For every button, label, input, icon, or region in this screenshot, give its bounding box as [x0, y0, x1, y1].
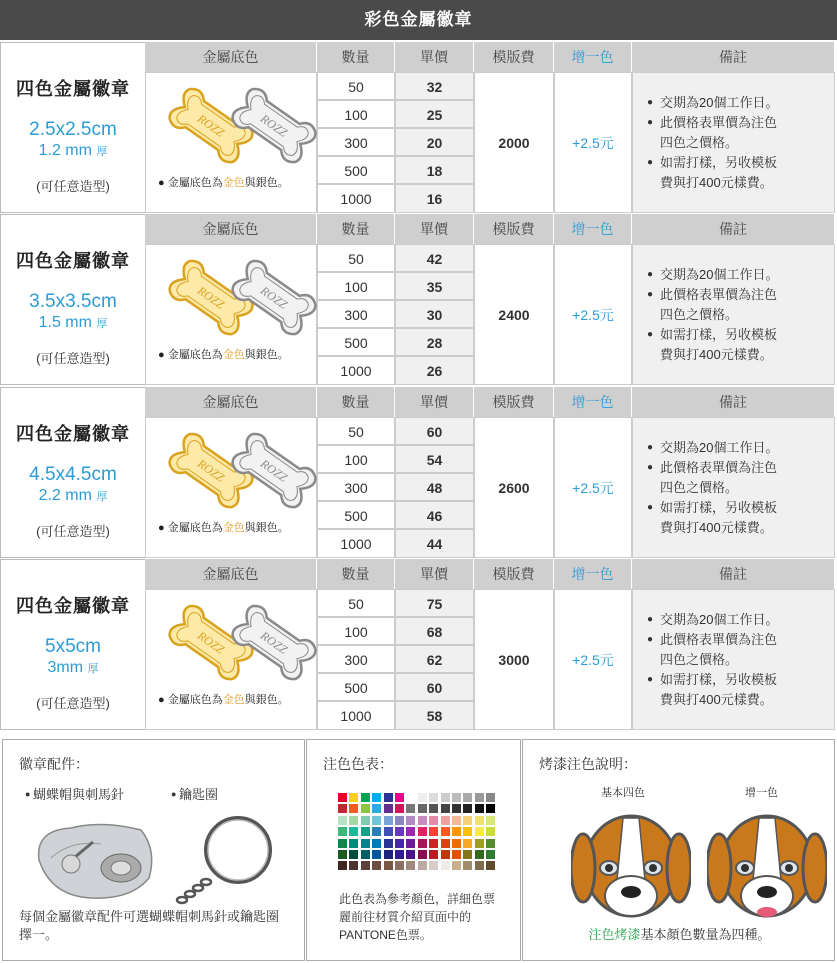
color-swatch [383, 860, 394, 871]
caption-bullet: ● [158, 177, 165, 189]
product-shape-note: (可任意造型) [36, 179, 110, 194]
metal-header: 金屬底色 [145, 387, 317, 417]
add-color-cell: +2.5元 [554, 244, 632, 385]
price-cell: 28 [395, 328, 474, 356]
color-swatch [405, 860, 416, 871]
color-swatch [474, 815, 485, 826]
setup-header: 模版費 [474, 559, 554, 589]
qty-header: 數量 [317, 214, 395, 244]
product-info [0, 559, 145, 730]
caption-mid: 與 [244, 522, 256, 534]
qty-cell: 500 [317, 673, 395, 701]
accessories-title: 徽章配件： [19, 756, 89, 772]
color-swatch [394, 815, 405, 826]
color-swatch [348, 792, 359, 803]
color-swatch [428, 815, 439, 826]
svg-text:ROZZ: ROZZ [257, 456, 291, 485]
color-swatch [394, 792, 405, 803]
thickness-unit: 厚 [87, 663, 99, 675]
price-header: 單價 [395, 42, 474, 72]
color-swatch [360, 815, 371, 826]
color-swatch [405, 792, 416, 803]
thickness-unit: 厚 [96, 318, 108, 330]
price-cell: 18 [395, 156, 474, 184]
color-swatch [394, 860, 405, 871]
color-swatch [474, 792, 485, 803]
note-item: ● 交期為20個工作日。 [647, 438, 834, 458]
product-name: 四色金屬徽章 [16, 79, 130, 99]
color-swatch [337, 860, 348, 871]
color-swatch [451, 815, 462, 826]
page-title: 彩色金屬徽章 [0, 0, 837, 40]
color-swatch [428, 860, 439, 871]
note-item: ● 交期為20個工作日。 [647, 93, 834, 113]
product-thickness [1, 142, 145, 160]
color-swatch [474, 803, 485, 814]
product-name: 四色金屬徽章 [16, 424, 130, 444]
setup-header: 模版費 [474, 214, 554, 244]
color-swatch [405, 838, 416, 849]
price-cell: 62 [395, 645, 474, 673]
caption-mid: 與 [244, 349, 256, 361]
caption-suffix: 。 [277, 349, 289, 361]
color-swatch [337, 838, 348, 849]
color-swatch [337, 826, 348, 837]
enamel-panel [522, 739, 835, 961]
qty-cell: 1000 [317, 529, 395, 558]
note-cell [632, 417, 835, 558]
color-swatch [360, 803, 371, 814]
product-size: 2.5x2.5cm [29, 119, 117, 140]
badge-sample-icon [148, 594, 318, 704]
add-color-cell: +2.5元 [554, 417, 632, 558]
plus-one-label: 增一色 [745, 787, 778, 799]
product-block [0, 387, 837, 558]
qty-cell: 100 [317, 100, 395, 128]
qty-cell: 500 [317, 328, 395, 356]
color-swatch [360, 849, 371, 860]
color-swatch [440, 792, 451, 803]
product-block [0, 214, 837, 385]
caption-mid: 與 [244, 177, 256, 189]
accessory-keyring: ● 鑰匙圈 [171, 784, 218, 803]
color-swatch [383, 849, 394, 860]
color-swatch [462, 838, 473, 849]
color-swatch [451, 792, 462, 803]
setup-fee-cell: 3000 [474, 589, 554, 730]
note-list [647, 610, 834, 710]
color-chart-panel [306, 739, 521, 961]
note-item: ● 如需打樣，另收模板費與打400元樣費。 [647, 325, 777, 365]
accessories-desc: 每個金屬徽章配件可選蝴蝶帽刺馬針或鑰匙圈擇一。 [19, 909, 280, 942]
metal-color-cell [145, 589, 317, 730]
product-size: 3.5x3.5cm [29, 291, 117, 312]
color-swatch [451, 849, 462, 860]
price-cell: 42 [395, 244, 474, 272]
color-swatch [383, 792, 394, 803]
color-swatch [485, 849, 496, 860]
note-header: 備註 [632, 214, 835, 244]
price-cell: 60 [395, 417, 474, 445]
color-swatch [394, 803, 405, 814]
price-cell: 32 [395, 72, 474, 100]
svg-text:ROZZ: ROZZ [257, 283, 291, 312]
caption-suffix: 。 [277, 522, 289, 534]
thickness-unit: 厚 [96, 491, 108, 503]
price-cell: 58 [395, 701, 474, 730]
price-cell: 20 [395, 128, 474, 156]
color-swatch [371, 849, 382, 860]
thickness-value: 2.2 mm [38, 487, 92, 504]
note-item: ● 如需打樣，另收模板費與打400元樣費。 [647, 498, 777, 538]
caption-silver: 銀色 [255, 522, 278, 534]
price-cell: 25 [395, 100, 474, 128]
color-swatch [485, 803, 496, 814]
note-item: ● 交期為20個工作日。 [647, 265, 834, 285]
color-swatch [360, 792, 371, 803]
color-swatch [485, 826, 496, 837]
caption-suffix: 。 [277, 694, 289, 706]
thickness-unit: 厚 [96, 146, 108, 158]
product-thickness [1, 314, 145, 332]
color-swatch [440, 815, 451, 826]
caption-mid: 與 [244, 694, 256, 706]
color-swatch [485, 815, 496, 826]
color-swatch [474, 849, 485, 860]
color-swatch [394, 838, 405, 849]
caption-gold: 金色 [222, 694, 245, 706]
color-swatch [348, 838, 359, 849]
accessories-panel [2, 739, 305, 961]
metal-header: 金屬底色 [145, 214, 317, 244]
color-swatch [440, 849, 451, 860]
qty-cell: 1000 [317, 184, 395, 213]
caption-prefix: 金屬底色為 [167, 522, 223, 534]
accessory-pin: ● 蝴蝶帽與刺馬針 [25, 784, 124, 803]
color-swatch [451, 826, 462, 837]
color-swatch [462, 849, 473, 860]
basic-four-label: 基本四色 [601, 787, 645, 799]
color-swatch [417, 792, 428, 803]
color-swatch [405, 849, 416, 860]
thickness-value: 3mm [47, 659, 84, 676]
product-size: 4.5x4.5cm [29, 464, 117, 485]
product-info [0, 42, 145, 213]
price-header: 單價 [395, 559, 474, 589]
price-cell: 68 [395, 617, 474, 645]
caption-gold: 金色 [222, 349, 245, 361]
product-shape-note: (可任意造型) [36, 696, 110, 711]
note-header: 備註 [632, 559, 835, 589]
svg-text:ROZZ: ROZZ [194, 111, 228, 140]
price-cell: 54 [395, 445, 474, 473]
note-cell [632, 72, 835, 213]
color-swatch [337, 815, 348, 826]
caption-prefix: 金屬底色為 [167, 349, 223, 361]
price-cell: 75 [395, 589, 474, 617]
metal-caption [158, 174, 289, 190]
color-swatch [360, 860, 371, 871]
note-list [647, 93, 834, 193]
note-cell [632, 244, 835, 385]
color-swatch [394, 826, 405, 837]
color-swatch [428, 792, 439, 803]
color-swatch [383, 826, 394, 837]
badge-sample-icon [148, 422, 318, 532]
price-cell: 26 [395, 356, 474, 385]
qty-header: 數量 [317, 559, 395, 589]
color-swatch [394, 849, 405, 860]
product-thickness [1, 659, 145, 677]
color-chart-desc: 此色表為參考顏色，詳細色票麗前往材質介紹頁面中的 PANTONE色票。 [339, 892, 496, 942]
setup-header: 模版費 [474, 387, 554, 417]
qty-header: 數量 [317, 42, 395, 72]
product-shape-note: (可任意造型) [36, 351, 110, 366]
price-cell: 60 [395, 673, 474, 701]
metal-header: 金屬底色 [145, 559, 317, 589]
add-color-header: 增一色 [554, 214, 632, 244]
product-block [0, 559, 837, 730]
note-header: 備註 [632, 387, 835, 417]
enamel-title: 烤漆注色說明： [539, 756, 637, 772]
color-swatch [405, 826, 416, 837]
note-item: ● 此價格表單價為注色四色之價格。 [647, 630, 777, 670]
price-header: 單價 [395, 387, 474, 417]
color-swatch [485, 838, 496, 849]
qty-cell: 500 [317, 156, 395, 184]
svg-text:ROZZ: ROZZ [257, 111, 291, 140]
note-item: ● 如需打樣，另收模板費與打400元樣費。 [647, 153, 777, 193]
caption-bullet: ● [158, 522, 165, 534]
metal-caption [158, 691, 289, 707]
color-swatch [417, 838, 428, 849]
note-item: ● 此價格表單價為注色四色之價格。 [647, 113, 777, 153]
enamel-desc-rest: 基本顏色數量為四種。 [640, 927, 771, 942]
note-list [647, 265, 834, 365]
color-swatch [360, 838, 371, 849]
note-cell [632, 589, 835, 730]
color-swatch [371, 860, 382, 871]
color-swatch [383, 803, 394, 814]
caption-prefix: 金屬底色為 [167, 694, 223, 706]
color-swatch [462, 815, 473, 826]
color-swatch [440, 803, 451, 814]
color-swatch [417, 803, 428, 814]
enamel-desc-accent: 注色烤漆 [588, 927, 641, 942]
color-swatch [462, 792, 473, 803]
caption-silver: 銀色 [255, 177, 278, 189]
color-swatch [348, 860, 359, 871]
add-color-cell: +2.5元 [554, 589, 632, 730]
metal-color-cell [145, 244, 317, 385]
caption-gold: 金色 [222, 522, 245, 534]
metal-color-cell [145, 417, 317, 558]
color-swatch [428, 803, 439, 814]
keyring-icon [168, 810, 288, 910]
metal-caption [158, 519, 289, 535]
note-item: ● 如需打樣，另收模板費與打400元樣費。 [647, 670, 777, 710]
dog-basic-icon [571, 808, 691, 923]
note-item: ● 此價格表單價為注色四色之價格。 [647, 458, 777, 498]
color-swatch [428, 849, 439, 860]
caption-silver: 銀色 [255, 349, 278, 361]
color-swatch [371, 792, 382, 803]
add-color-header: 增一色 [554, 559, 632, 589]
color-swatch [371, 815, 382, 826]
color-swatch-grid [337, 792, 497, 872]
color-swatch [360, 826, 371, 837]
color-swatch [337, 792, 348, 803]
qty-cell: 500 [317, 501, 395, 529]
enamel-desc [523, 924, 836, 943]
note-item: ● 此價格表單價為注色四色之價格。 [647, 285, 777, 325]
price-cell: 48 [395, 473, 474, 501]
qty-cell: 50 [317, 589, 395, 617]
qty-cell: 1000 [317, 701, 395, 730]
color-swatch [405, 803, 416, 814]
qty-cell: 50 [317, 244, 395, 272]
qty-cell: 300 [317, 645, 395, 673]
color-swatch [383, 815, 394, 826]
qty-cell: 300 [317, 300, 395, 328]
color-swatch [440, 826, 451, 837]
price-cell: 16 [395, 184, 474, 213]
qty-cell: 50 [317, 417, 395, 445]
price-cell: 44 [395, 529, 474, 558]
metal-color-cell [145, 72, 317, 213]
qty-cell: 100 [317, 617, 395, 645]
color-swatch [383, 838, 394, 849]
product-name: 四色金屬徽章 [16, 596, 130, 616]
add-color-cell: +2.5元 [554, 72, 632, 213]
color-swatch [417, 815, 428, 826]
qty-cell: 50 [317, 72, 395, 100]
caption-silver: 銀色 [255, 694, 278, 706]
product-size: 5x5cm [45, 636, 101, 657]
color-swatch [462, 826, 473, 837]
badge-sample-icon [148, 77, 318, 187]
caption-gold: 金色 [222, 177, 245, 189]
color-swatch [348, 826, 359, 837]
color-swatch [348, 849, 359, 860]
color-swatch [474, 838, 485, 849]
caption-bullet: ● [158, 349, 165, 361]
color-swatch [337, 849, 348, 860]
color-swatch [348, 815, 359, 826]
caption-suffix: 。 [277, 177, 289, 189]
color-swatch [440, 838, 451, 849]
caption-bullet: ● [158, 694, 165, 706]
add-color-header: 增一色 [554, 42, 632, 72]
product-shape-note: (可任意造型) [36, 524, 110, 539]
color-swatch [405, 815, 416, 826]
badge-sample-icon [148, 249, 318, 359]
qty-header: 數量 [317, 387, 395, 417]
color-chart-title: 注色色表： [323, 756, 393, 772]
qty-cell: 100 [317, 272, 395, 300]
color-swatch [371, 826, 382, 837]
qty-cell: 300 [317, 473, 395, 501]
thickness-value: 1.2 mm [38, 142, 92, 159]
qty-cell: 300 [317, 128, 395, 156]
color-swatch [417, 826, 428, 837]
product-name: 四色金屬徽章 [16, 251, 130, 271]
metal-header: 金屬底色 [145, 42, 317, 72]
product-info [0, 387, 145, 558]
product-block [0, 42, 837, 213]
color-swatch [485, 792, 496, 803]
setup-fee-cell: 2000 [474, 72, 554, 213]
metal-caption [158, 346, 289, 362]
color-swatch [417, 849, 428, 860]
color-swatch [371, 838, 382, 849]
note-item: ● 交期為20個工作日。 [647, 610, 834, 630]
svg-text:ROZZ: ROZZ [194, 456, 228, 485]
svg-text:ROZZ: ROZZ [194, 628, 228, 657]
butterfly-clutch-icon [31, 810, 161, 905]
price-cell: 35 [395, 272, 474, 300]
caption-prefix: 金屬底色為 [167, 177, 223, 189]
color-swatch [462, 803, 473, 814]
price-cell: 46 [395, 501, 474, 529]
color-swatch [451, 838, 462, 849]
color-swatch [348, 803, 359, 814]
setup-header: 模版費 [474, 42, 554, 72]
color-swatch [417, 860, 428, 871]
color-swatch [428, 826, 439, 837]
color-swatch [451, 803, 462, 814]
svg-text:ROZZ: ROZZ [257, 628, 291, 657]
color-swatch [451, 860, 462, 871]
product-thickness [1, 487, 145, 505]
price-header: 單價 [395, 214, 474, 244]
add-color-header: 增一色 [554, 387, 632, 417]
note-header: 備註 [632, 42, 835, 72]
color-swatch [337, 803, 348, 814]
product-info [0, 214, 145, 385]
thickness-value: 1.5 mm [38, 314, 92, 331]
color-swatch [485, 860, 496, 871]
color-swatch [474, 860, 485, 871]
color-swatch [428, 838, 439, 849]
color-swatch [462, 860, 473, 871]
note-list [647, 438, 834, 538]
dog-plus-icon [707, 808, 827, 923]
svg-text:ROZZ: ROZZ [194, 283, 228, 312]
color-swatch [440, 860, 451, 871]
setup-fee-cell: 2400 [474, 244, 554, 385]
qty-cell: 100 [317, 445, 395, 473]
setup-fee-cell: 2600 [474, 417, 554, 558]
qty-cell: 1000 [317, 356, 395, 385]
price-cell: 30 [395, 300, 474, 328]
color-swatch [474, 826, 485, 837]
color-swatch [371, 803, 382, 814]
